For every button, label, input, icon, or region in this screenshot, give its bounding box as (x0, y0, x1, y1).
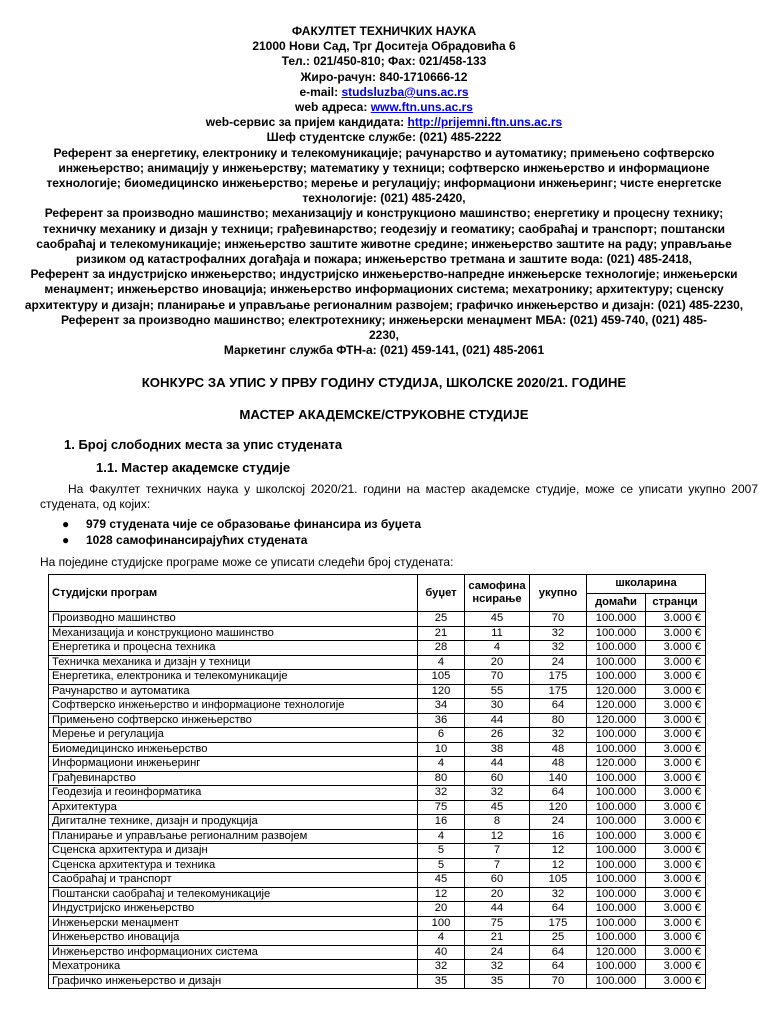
domestic-cell: 120.000 (587, 945, 646, 960)
bullet-text: 979 студената чије се образовање финансира из буџета (86, 517, 422, 531)
budget-cell: 40 (418, 945, 465, 960)
foreign-cell: 3.000 € (646, 858, 706, 873)
domestic-cell: 100.000 (587, 960, 646, 975)
program-cell: Софтверско инжењерство и информационе технологије (49, 699, 418, 714)
selffinanced-cell: 24 (465, 945, 530, 960)
table-row (49, 873, 706, 888)
domestic-cell: 100.000 (587, 873, 646, 888)
program-cell: Архитектура (49, 800, 418, 815)
domestic-cell: 100.000 (587, 974, 646, 989)
subsection-heading: 1.1. Мастер академске студије (96, 460, 291, 475)
faculty-name: ФАКУЛТЕТ ТЕХНИЧКИХ НАУКА (291, 24, 477, 38)
domestic-cell: 120.000 (587, 713, 646, 728)
total-cell: 24 (530, 815, 587, 830)
header-foreign: странци (646, 593, 706, 612)
web-line (20, 100, 748, 115)
domestic-cell: 100.000 (587, 844, 646, 859)
header-selffinanced: самофина нсирање (465, 575, 530, 612)
table-row (49, 800, 706, 815)
selffinanced-cell: 70 (465, 670, 530, 685)
bullet-selffinanced (62, 533, 307, 547)
budget-cell: 75 (418, 800, 465, 815)
domestic-cell: 100.000 (587, 626, 646, 641)
total-cell: 64 (530, 945, 587, 960)
foreign-cell: 3.000 € (646, 974, 706, 989)
budget-cell: 32 (418, 960, 465, 975)
total-cell: 32 (530, 887, 587, 902)
bullet-text: 1028 самофинансирајућих студената (86, 533, 308, 547)
program-cell: Грађевинарство (49, 771, 418, 786)
foreign-cell: 3.000 € (646, 960, 706, 975)
foreign-cell: 3.000 € (646, 670, 706, 685)
selffinanced-cell: 44 (465, 902, 530, 917)
total-cell: 140 (530, 771, 587, 786)
program-cell: Примењено софтверско инжењерство (49, 713, 418, 728)
selffinanced-cell: 44 (465, 757, 530, 772)
program-cell: Биомедицинско инжењерство (49, 742, 418, 757)
foreign-cell: 3.000 € (646, 655, 706, 670)
table-row (49, 786, 706, 801)
selffinanced-cell: 45 (465, 800, 530, 815)
foreign-cell: 3.000 € (646, 916, 706, 931)
foreign-cell: 3.000 € (646, 800, 706, 815)
selffinanced-cell: 7 (465, 858, 530, 873)
foreign-cell: 3.000 € (646, 887, 706, 902)
header-total: укупно (530, 575, 587, 612)
domestic-cell: 100.000 (587, 728, 646, 743)
header-budget: буџет (418, 575, 465, 612)
selffinanced-cell: 20 (465, 655, 530, 670)
table-intro: На поједине студијске програме може се уписати следећи број студената: (40, 555, 454, 569)
domestic-cell: 100.000 (587, 800, 646, 815)
domestic-cell: 100.000 (587, 902, 646, 917)
table-row (49, 757, 706, 772)
table-row (49, 960, 706, 975)
program-cell: Информациони инжењеринг (49, 757, 418, 772)
table-row (49, 742, 706, 757)
foreign-cell: 3.000 € (646, 728, 706, 743)
budget-cell: 28 (418, 641, 465, 656)
domestic-cell: 100.000 (587, 670, 646, 685)
domestic-cell: 100.000 (587, 829, 646, 844)
program-cell: Дигиталне технике, дизајн и продукција (49, 815, 418, 830)
domestic-cell: 100.000 (587, 771, 646, 786)
budget-cell: 25 (418, 612, 465, 627)
total-cell: 80 (530, 713, 587, 728)
budget-cell: 35 (418, 974, 465, 989)
domestic-cell: 100.000 (587, 887, 646, 902)
program-cell: Мехатроника (49, 960, 418, 975)
table-row (49, 858, 706, 873)
total-cell: 48 (530, 757, 587, 772)
email-label: e-mail: (299, 84, 342, 99)
domestic-cell: 100.000 (587, 858, 646, 873)
webservice-link[interactable]: http://prijemni.ftn.uns.ac.rs (407, 115, 563, 130)
program-cell: Техничка механика и дизајн у техници (49, 655, 418, 670)
budget-cell: 21 (418, 626, 465, 641)
foreign-cell: 3.000 € (646, 931, 706, 946)
foreign-cell: 3.000 € (646, 626, 706, 641)
budget-cell: 100 (418, 916, 465, 931)
email-link[interactable]: studsluzba@uns.ac.rs (341, 84, 469, 99)
referent-1: Референт за енергетику, електронику и телекомуникације; рачунарство и аутоматику; примењено софтверско инжењерство; анимацију у инжењерству; математику у техници; софтверско инжењерство и информационе технологије; биомедицинско инжењерство; мерење и регулацију; информациони инжењеринг; чисте енергетске технологије: (021) 485-2420, (46, 145, 722, 206)
header-tuition: школарина (587, 575, 706, 594)
referent-2: Референт за производно машинство; механизацију и конструкционо машинство; енергетику и процесну технику; техничку механику и дизајн у техници; грађевинарство; геодезију и геоматику; саобраћај и транспорт; поштански саобраћај и телекомуникације; инжењерство заштите животне средине; инжењерство заштите на раду; управљање ризиком од катастрофалних догађаја и пожара; инжењерство третмана и заштите вода: (021) 485-2418, (36, 206, 732, 267)
budget-cell: 5 (418, 844, 465, 859)
table-row (49, 844, 706, 859)
foreign-cell: 3.000 € (646, 829, 706, 844)
table-body (49, 612, 706, 989)
competition-title: КОНКУРС ЗА УПИС У ПРВУ ГОДИНУ СТУДИЈА, ШКОЛСКЕ 2020/21. ГОДИНЕ (141, 375, 627, 390)
selffinanced-cell: 32 (465, 960, 530, 975)
total-cell: 16 (530, 829, 587, 844)
domestic-cell: 120.000 (587, 699, 646, 714)
foreign-cell: 3.000 € (646, 742, 706, 757)
table-row (49, 612, 706, 627)
foreign-cell: 3.000 € (646, 873, 706, 888)
domestic-cell: 100.000 (587, 786, 646, 801)
selffinanced-cell: 60 (465, 873, 530, 888)
web-link[interactable]: www.ftn.uns.ac.rs (370, 100, 473, 115)
table-row (49, 670, 706, 685)
student-office-head: Шеф студентске службе: (021) 485-2222 (266, 130, 502, 145)
programs-table (48, 574, 706, 989)
domestic-cell: 100.000 (587, 655, 646, 670)
foreign-cell: 3.000 € (646, 641, 706, 656)
selffinanced-cell: 7 (465, 844, 530, 859)
foreign-cell: 3.000 € (646, 844, 706, 859)
table-row (49, 641, 706, 656)
budget-cell: 4 (418, 829, 465, 844)
total-cell: 32 (530, 641, 587, 656)
program-cell: Инжењерство иновација (49, 931, 418, 946)
selffinanced-cell: 4 (465, 641, 530, 656)
total-cell: 64 (530, 786, 587, 801)
program-cell: Инжењерство информационих система (49, 945, 418, 960)
selffinanced-cell: 20 (465, 887, 530, 902)
total-cell: 32 (530, 626, 587, 641)
selffinanced-cell: 26 (465, 728, 530, 743)
table-row (49, 771, 706, 786)
program-cell: Енергетика, електроника и телекомуникације (49, 670, 418, 685)
budget-cell: 34 (418, 699, 465, 714)
domestic-cell: 120.000 (587, 757, 646, 772)
budget-cell: 45 (418, 873, 465, 888)
section-heading: 1. Број слободних места за упис студената (64, 437, 343, 452)
selffinanced-cell: 35 (465, 974, 530, 989)
foreign-cell: 3.000 € (646, 684, 706, 699)
foreign-cell: 3.000 € (646, 612, 706, 627)
budget-cell: 120 (418, 684, 465, 699)
table-row (49, 699, 706, 714)
foreign-cell: 3.000 € (646, 815, 706, 830)
program-cell: Саобраћај и транспорт (49, 873, 418, 888)
program-cell: Индустријско инжењерство (49, 902, 418, 917)
faculty-address: 21000 Нови Сад, Трг Доситеја Обрадовића 6 (252, 39, 516, 54)
domestic-cell: 100.000 (587, 931, 646, 946)
webservice-label: web-сервис за пријем кандидата: (205, 115, 408, 130)
selffinanced-cell: 11 (465, 626, 530, 641)
total-cell: 105 (530, 873, 587, 888)
total-cell: 48 (530, 742, 587, 757)
table-row (49, 945, 706, 960)
table-row (49, 931, 706, 946)
program-cell: Сценска архитектура и дизајн (49, 844, 418, 859)
selffinanced-cell: 8 (465, 815, 530, 830)
table-row (49, 684, 706, 699)
studies-title: МАСТЕР АКАДЕМСКЕ/СТРУКОВНЕ СТУДИЈЕ (239, 407, 529, 422)
foreign-cell: 3.000 € (646, 699, 706, 714)
budget-cell: 36 (418, 713, 465, 728)
total-cell: 24 (530, 655, 587, 670)
total-cell: 12 (530, 844, 587, 859)
webservice-line (20, 115, 748, 130)
intro-paragraph: На Факултет техничких наука у школској 2020/21. години на мастер академске студије, може се уписати укупно 2007 студената, од којих: (40, 482, 758, 511)
domestic-cell: 100.000 (587, 612, 646, 627)
foreign-cell: 3.000 € (646, 713, 706, 728)
program-cell: Планирање и управљање регионалним развојем (49, 829, 418, 844)
bullet-budget (62, 517, 421, 531)
budget-cell: 4 (418, 757, 465, 772)
selffinanced-cell: 60 (465, 771, 530, 786)
foreign-cell: 3.000 € (646, 902, 706, 917)
selffinanced-cell: 30 (465, 699, 530, 714)
program-cell: Поштански саобраћај и телекомуникације (49, 887, 418, 902)
domestic-cell: 100.000 (587, 742, 646, 757)
program-cell: Геодезија и геоинформатика (49, 786, 418, 801)
program-cell: Енергетика и процесна техника (49, 641, 418, 656)
budget-cell: 105 (418, 670, 465, 685)
total-cell: 70 (530, 974, 587, 989)
budget-cell: 12 (418, 887, 465, 902)
table-row (49, 902, 706, 917)
bullet-icon: ● (62, 517, 70, 531)
marketing-line: Маркетинг служба ФТН-а: (021) 459-141, (021) 485-2061 (223, 343, 545, 358)
selffinanced-cell: 38 (465, 742, 530, 757)
budget-cell: 4 (418, 931, 465, 946)
total-cell: 175 (530, 916, 587, 931)
total-cell: 32 (530, 728, 587, 743)
selffinanced-cell: 21 (465, 931, 530, 946)
budget-cell: 4 (418, 655, 465, 670)
table-row (49, 974, 706, 989)
table-row (49, 713, 706, 728)
total-cell: 64 (530, 960, 587, 975)
program-cell: Производно машинство (49, 612, 418, 627)
foreign-cell: 3.000 € (646, 757, 706, 772)
web-label: web адреса: (295, 100, 371, 115)
program-cell: Механизација и конструкционо машинство (49, 626, 418, 641)
header-domestic: домаћи (587, 593, 646, 612)
program-cell: Мерење и регулација (49, 728, 418, 743)
budget-cell: 20 (418, 902, 465, 917)
program-cell: Инжењерски менаџмент (49, 916, 418, 931)
referent-4: Референт за производно машинство; електротехнику; инжењерски менаџмент МБА: (021) 459-740, (021) 485-2230, (60, 312, 708, 343)
total-cell: 70 (530, 612, 587, 627)
total-cell: 64 (530, 699, 587, 714)
total-cell: 25 (530, 931, 587, 946)
table-row (49, 887, 706, 902)
domestic-cell: 120.000 (587, 684, 646, 699)
domestic-cell: 100.000 (587, 641, 646, 656)
selffinanced-cell: 32 (465, 786, 530, 801)
domestic-cell: 100.000 (587, 916, 646, 931)
header-program: Студијски програм (49, 575, 418, 612)
foreign-cell: 3.000 € (646, 945, 706, 960)
table-row (49, 728, 706, 743)
total-cell: 175 (530, 670, 587, 685)
foreign-cell: 3.000 € (646, 786, 706, 801)
table-row (49, 829, 706, 844)
referent-3: Референт за индустријско инжењерство; индустријско инжењерство-напредне инжењерске технологије; инжењерски менаџмент; инжењерство иновација; инжењерство информационих система; мехатронику; архитектуру; сценску архитектуру и дизајн; планирање и управљање регионалним развојем; графичко инжењерство и дизајн: (021) 485-2230, (24, 267, 744, 312)
table-row (49, 916, 706, 931)
selffinanced-cell: 12 (465, 829, 530, 844)
table-row (49, 655, 706, 670)
selffinanced-cell: 44 (465, 713, 530, 728)
budget-cell: 10 (418, 742, 465, 757)
faculty-header (20, 24, 748, 358)
budget-cell: 5 (418, 858, 465, 873)
total-cell: 120 (530, 800, 587, 815)
program-cell: Сценска архитектура и техника (49, 858, 418, 873)
bullet-icon: ● (62, 533, 70, 547)
budget-cell: 32 (418, 786, 465, 801)
budget-cell: 16 (418, 815, 465, 830)
domestic-cell: 100.000 (587, 815, 646, 830)
selffinanced-cell: 55 (465, 684, 530, 699)
program-cell: Графичко инжењерство и дизајн (49, 974, 418, 989)
program-cell: Рачунарство и аутоматика (49, 684, 418, 699)
email-line (20, 85, 748, 100)
table-row (49, 815, 706, 830)
foreign-cell: 3.000 € (646, 771, 706, 786)
faculty-phone: Тел.: 021/450-810; Фах: 021/458-133 (281, 54, 487, 69)
faculty-account: Жиро-рачун: 840-1710666-12 (300, 69, 468, 84)
total-cell: 64 (530, 902, 587, 917)
selffinanced-cell: 75 (465, 916, 530, 931)
selffinanced-cell: 45 (465, 612, 530, 627)
table-row (49, 626, 706, 641)
total-cell: 175 (530, 684, 587, 699)
budget-cell: 80 (418, 771, 465, 786)
total-cell: 12 (530, 858, 587, 873)
budget-cell: 6 (418, 728, 465, 743)
